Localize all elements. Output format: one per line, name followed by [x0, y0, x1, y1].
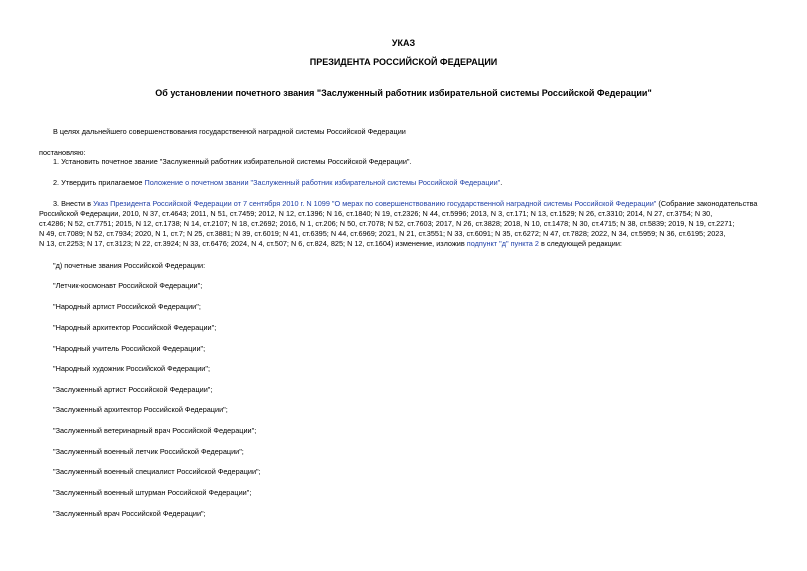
decree-issuer: ПРЕЗИДЕНТА РОССИЙСКОЙ ФЕДЕРАЦИИ: [309, 57, 498, 67]
list-item: "Народный артист Российской Федерации";: [53, 302, 201, 311]
subpoint-d-link[interactable]: подпункт "д" пункта 2: [466, 239, 539, 248]
list-item: "Заслуженный военный летчик Российской Федерации";: [53, 447, 244, 456]
point-2-prefix: 2. Утвердить прилагаемое: [53, 178, 145, 187]
list-item: "Народный художник Российской Федерации";: [53, 364, 210, 373]
point-3-line-5-prefix: N 13, ст.2253; N 17, ст.3123; N 22, ст.3924; N 33, ст.6476; 2024, N 4, ст.507; N 6, ст.824, 825; N 12, ст.1604) изменение, изложив: [39, 239, 467, 248]
intro-purpose: В целях дальнейшего совершенствования государственной наградной системы Российской Федерации: [53, 127, 406, 136]
list-item: "Народный архитектор Российской Федерации";: [53, 323, 217, 332]
point-1: 1. Установить почетное звание "Заслуженный работник избирательной системы Российской Федерации".: [53, 157, 412, 166]
point-3-line-2: Российской Федерации, 2010, N 37, ст.4643; 2011, N 51, ст.7459; 2012, N 12, ст.1396; N 16, ст.1840; N 19, ст.2326; N 44, ст.5996; 2013, N 3, ст.171; N 13, ст.1529; N 26, ст.3310; 2014, N 27, ст.3754; N 30,: [39, 209, 713, 218]
point-3-line-4: N 49, ст.7089; N 52, ст.7934; 2020, N 1, ст.7; N 25, ст.3881; N 39, ст.6019; N 41, ст.6395; N 44, ст.6969; 2021, N 21, ст.3551; N 33, ст.6091; N 35, ст.6272; N 47, ст.7828; 2022, N 34, ст.5959; N 36, ст.6195; 2023,: [39, 229, 726, 238]
point-2: [53, 178, 502, 188]
list-item: "д) почетные звания Российской Федерации:: [53, 261, 206, 270]
list-item: "Заслуженный ветеринарный врач Российской Федерации";: [53, 426, 257, 435]
point-3-prefix: 3. Внести в: [53, 199, 94, 208]
list-item: "Заслуженный артист Российской Федерации";: [53, 385, 213, 394]
point-3-line-1: [53, 199, 757, 209]
list-item: "Народный учитель Российской Федерации";: [53, 344, 206, 353]
point-2-suffix: .: [500, 178, 503, 187]
intro-decree-word: постановляю:: [39, 148, 86, 157]
point-3-line-5-suffix: в следующей редакции:: [538, 239, 622, 248]
point-3-line-5: [39, 239, 622, 249]
decree-subtitle: Об установлении почетного звания "Заслуженный работник избирательной системы Российской Федерации": [155, 88, 652, 98]
point-3-mid: (Собрание законодательства: [656, 199, 758, 208]
list-item: "Заслуженный военный штурман Российской Федерации";: [53, 488, 252, 497]
list-item: "Заслуженный архитектор Российской Федерации";: [53, 405, 228, 414]
point-3-line-3: ст.4286; N 52, ст.7751; 2015, N 12, ст.1738; N 14, ст.2107; N 18, ст.2692; 2016, N 1, ст.206; N 50, ст.7078; N 52, ст.7603; 2017, N 26, ст.3828; 2018, N 10, ст.1478; N 30, ст.4715; N 38, ст.5839; 2019, N 19, ст.2271;: [39, 219, 735, 228]
list-item: "Летчик-космонавт Российской Федерации";: [53, 281, 203, 290]
list-item: "Заслуженный врач Российской Федерации";: [53, 509, 206, 518]
regulation-link[interactable]: Положение о почетном звании "Заслуженный работник избирательной системы Российской Федерации": [144, 178, 501, 187]
list-item: "Заслуженный военный специалист Российской Федерации";: [53, 467, 261, 476]
decree-title: УКАЗ: [391, 38, 416, 48]
decree-1099-link[interactable]: Указ Президента Российской Федерации от 7 сентября 2010 г. N 1099 "О мерах по совершенствованию государственной наградной системы Российской Федерации": [93, 199, 657, 208]
